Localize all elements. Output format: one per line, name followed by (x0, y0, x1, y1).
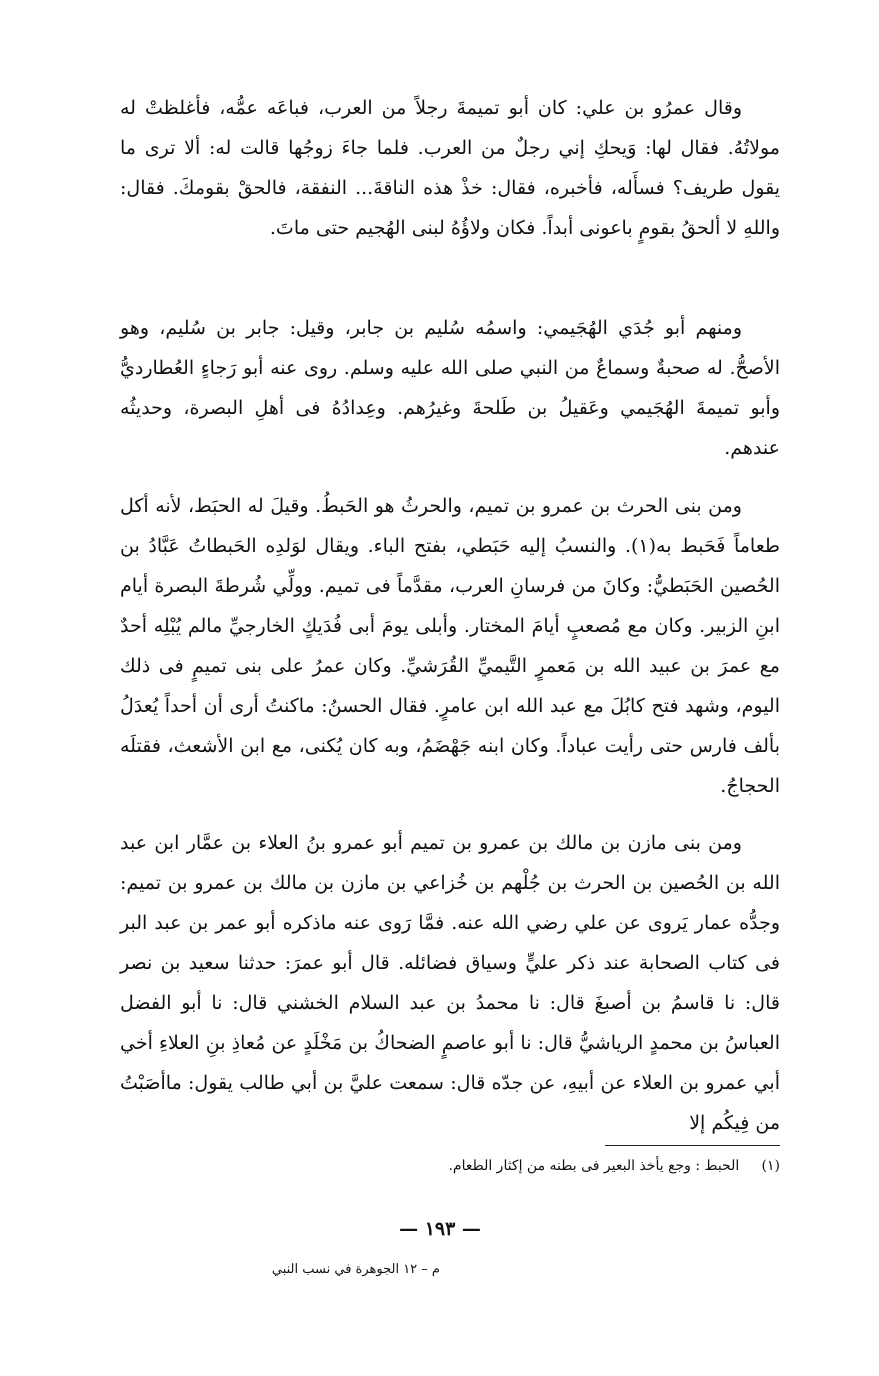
paragraph-1 (120, 88, 780, 248)
text-line: لأنه أكل طعاماً فَحَبط به(١). والنسبُ إليه حَبَطي، بفتح الباء. ويقال لوَلدِه (120, 495, 780, 557)
text-line: ترى ما يقول طريف؟ فسأَله، فأخبره، فقال: خذْ هذه الناقةَ... النفقة، فالحقْ (120, 137, 780, 199)
text-line: عبد السلام الخشني قال: نا أبو الفضل العباسُ بن محمدٍ الرياشيُّ قال: نا أبو (120, 992, 780, 1054)
paragraph-text (120, 486, 780, 806)
book-signature: م – ١٢ الجوهرة في نسب النبي (271, 1262, 440, 1277)
text-line: ومنهم أبو جُدَي الهُجَيمي: واسمُه سُليم بن جابر، وقيل: جابر بن سُليم، (159, 317, 742, 339)
page-number: — ١٩٣ — (399, 1218, 481, 1240)
paragraph-3 (120, 486, 780, 806)
text-line: بقومكَ. فقال: واللهِ لا ألحقُ بقومٍ باعونى أبداً. فكان ولاؤُهُ لبنى الهُجيم حتى (120, 177, 780, 239)
text-line: قال أبو عمرَ: حدثنا سعيد بن نصر قال: نا قاسمُ بن أصبغَ قال: نا محمدُ بن (120, 952, 780, 1014)
text-line: القُرَشيِّ. وكان عمرُ على بنى تميمٍ فى ذلك اليوم، وشهد فتح كابُلَ مع عبد الله (120, 655, 780, 717)
text-line: ابن عامرٍ. فقال الحسنُ: ماكنتُ أرى أن أحداً يُعدَلُ بألف فارس حتى رأيت (120, 695, 781, 757)
text-line: رَجاءٍ العُطارديُّ وأبو تميمةَ الهُجَيمي وعَقيلُ بن طَلحةَ وغيرُهم. وعِدادُهُ فى أهلِ (120, 357, 781, 419)
text-line: عباداً. وكان ابنه جَهْضَمُ، وبه كان يُكنى، مع ابن الأشعث، فقتلَه الحجاجُ. (120, 735, 780, 797)
text-line: وهو الأصحُّ. له صحبةٌ وسماعٌ من النبي صلى الله عليه وسلم. روى عنه أبو (120, 317, 780, 379)
paragraph-text (120, 88, 780, 248)
footnote-divider (605, 1145, 780, 1146)
text-line: ماذكره أبو عمر بن عبد البر فى كتاب الصحابة عند ذكر عليٍّ وسياق فضائله. (120, 912, 781, 974)
text-line: ومن بنى مازن بن مالك بن عمرو بن تميم أبو عمرو بنُ العلاء بن عمَّار (186, 832, 742, 854)
footnote-marker: (١) (761, 1158, 780, 1174)
text-line: البصرة، وحديثُه عندهم. (120, 397, 780, 459)
text-line: وولِّي شُرطةَ البصرة أيام ابنِ الزبير. وكان مع مُصعبٍ أيامَ المختار. وأبلى يومَ (120, 575, 780, 637)
text-line: ومن بنى الحرث بن عمرو بن تميم، والحرثُ هو الحَبطُ. وقيلَ له الحبَط، (188, 495, 742, 517)
text-line: أبيهِ، عن جدّه قال: سمعت عليَّ بن أبي طالب يقول: ماأصَبْتُ من فِيكُم إلا (120, 1072, 780, 1134)
text-line: أبى فُدَيكٍ الخارجيِّ مالم يُبْلِه أحدٌ مع عمرَ بن عبيد الله بن مَعمرٍ التَّيميِّ (120, 615, 780, 677)
footnote-text: الحبط : وجع يأخذ البعير فى بطنه من إكثار الطعام. (448, 1158, 740, 1174)
text-line: وقال عمرُو بن علي: كان أبو تميمةَ رجلاً من العرب، فباعَه عمُّه، فأغلظتْ (144, 97, 742, 119)
paragraph-text (120, 823, 780, 1143)
paragraph-text (120, 308, 780, 468)
text-line: عاصمٍ الضحاكُ بن مَخْلَدٍ عن مُعاذِ بنِ العلاءِ أخي أبي عمرو بن العلاء عن (120, 1032, 780, 1094)
text-line: عمرو بن تميم: وجدُّه عمار يَروى عن علي رضي الله عنه. فمَّا رَوى عنه (120, 872, 781, 934)
text-line: ابن عبد الله بن الحُصين بن الحرث بن جُلْهم بن خُزاعي بن مازن بن مالك بن (120, 832, 780, 894)
paragraph-4 (120, 823, 780, 1143)
text-line: الحَبطاتُ عَبَّادُ بن الحُصين الحَبَطيُّ: وكانَ من فرسانِ العرب، مقدَّماً فى تميم. (120, 535, 780, 597)
text-line: له مولاتُهُ. فقال لها: وَيحكِ إني رجلٌ من العرب. فلما جاءَ زوجُها قالت له: ألا (120, 97, 780, 159)
footnote (300, 1152, 780, 1180)
paragraph-2 (120, 308, 780, 468)
text-line: ماتَ. (269, 217, 310, 239)
